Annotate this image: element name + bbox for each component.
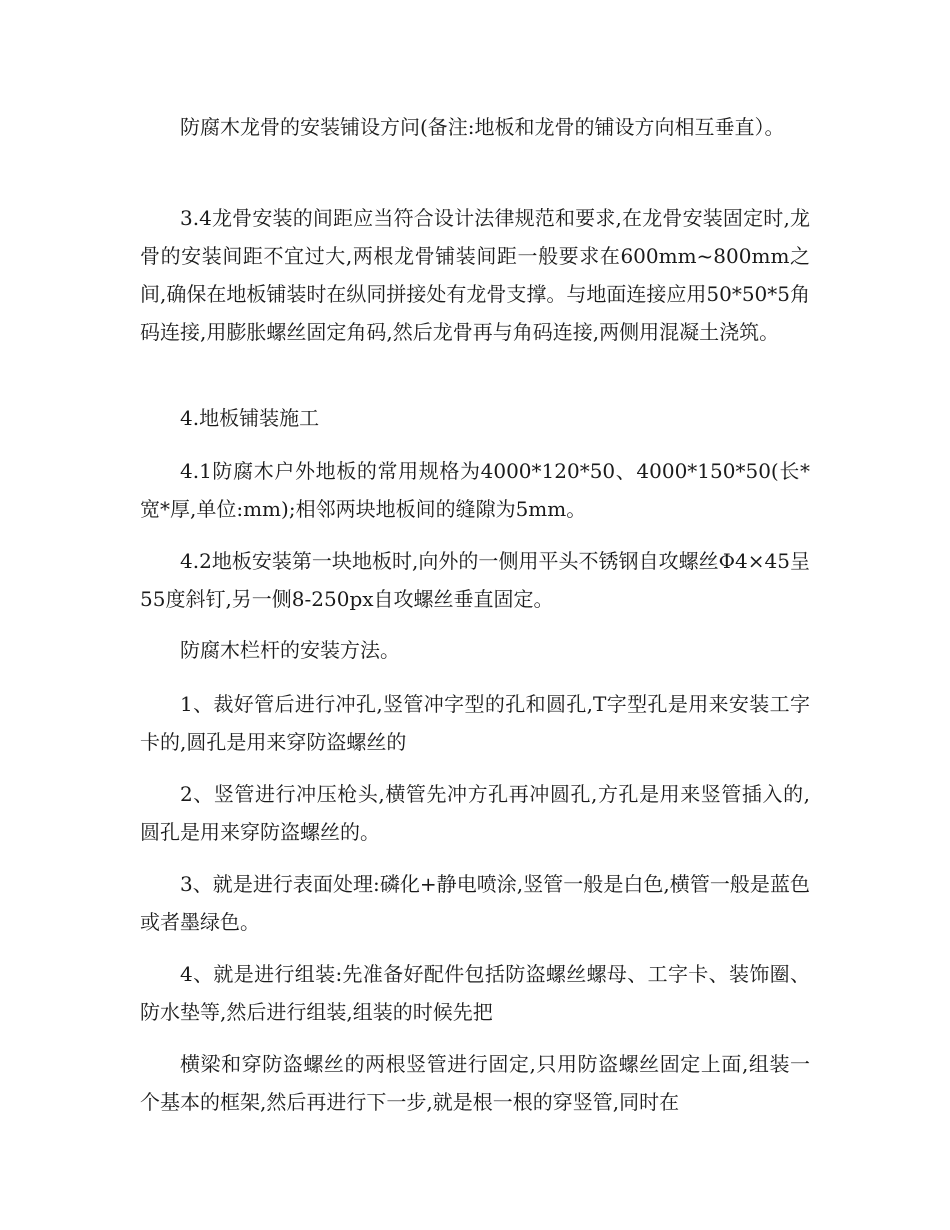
paragraph-floor-spec: 4.1防腐木户外地板的常用规格为4000*120*50、4000*150*50(长*宽*厚,单位:mm);相邻两块地板间的缝隙为5mm。 (140, 459, 810, 521)
paragraph-step-2: 2、竖管进行冲压枪头,横管先冲方孔再冲圆孔,方孔是用来竖管插入的,圆孔是用来穿防盗螺丝的。 (140, 782, 810, 844)
paragraph-step-1: 1、裁好管后进行冲孔,竖管冲字型的孔和圆孔,T字型孔是用来安装工字卡的,圆孔是用来穿防盗螺丝的 (140, 692, 810, 754)
paragraph-step-3: 3、就是进行表面处理:磷化+静电喷涂,竖管一般是白色,横管一般是蓝色或者墨绿色。 (140, 872, 810, 934)
paragraph-step-4: 4、就是进行组装:先准备好配件包括防盗螺丝螺母、工字卡、装饰圈、防水垫等,然后进行组装,组装的时候先把 (140, 962, 810, 1024)
paragraph-first-board: 4.2地板安装第一块地板时,向外的一侧用平头不锈钢自攻螺丝Φ4×45呈55度斜钉,另一侧8-250px自攻螺丝垂直固定。 (140, 549, 810, 611)
paragraph-step-4-continued: 横梁和穿防盗螺丝的两根竖管进行固定,只用防盗螺丝固定上面,组装一个基本的框架,然后再进行下一步,就是根一根的穿竖管,同时在 (140, 1052, 810, 1114)
paragraph-keel-spacing: 3.4龙骨安装的间距应当符合设计法律规范和要求,在龙骨安装固定时,龙骨的安装间距不宜过大,两根龙骨铺装间距一般要求在600mm~800mm之间,确保在地板铺装时在纵同拼接处有龙骨支撑。与地面连接应用50*50*5角码连接,用膨胀螺丝固定角码,然后龙骨再与角码连接,两侧用混凝土浇筑。 (140, 206, 810, 344)
paragraph-floor-heading: 4.地板铺装施工 (180, 406, 320, 430)
paragraph-railing-heading: 防腐木栏杆的安装方法。 (180, 638, 400, 662)
paragraph-keel-direction: 防腐木龙骨的安装铺设方问(备注:地板和龙骨的铺设方向相互垂直）。 (180, 115, 785, 139)
